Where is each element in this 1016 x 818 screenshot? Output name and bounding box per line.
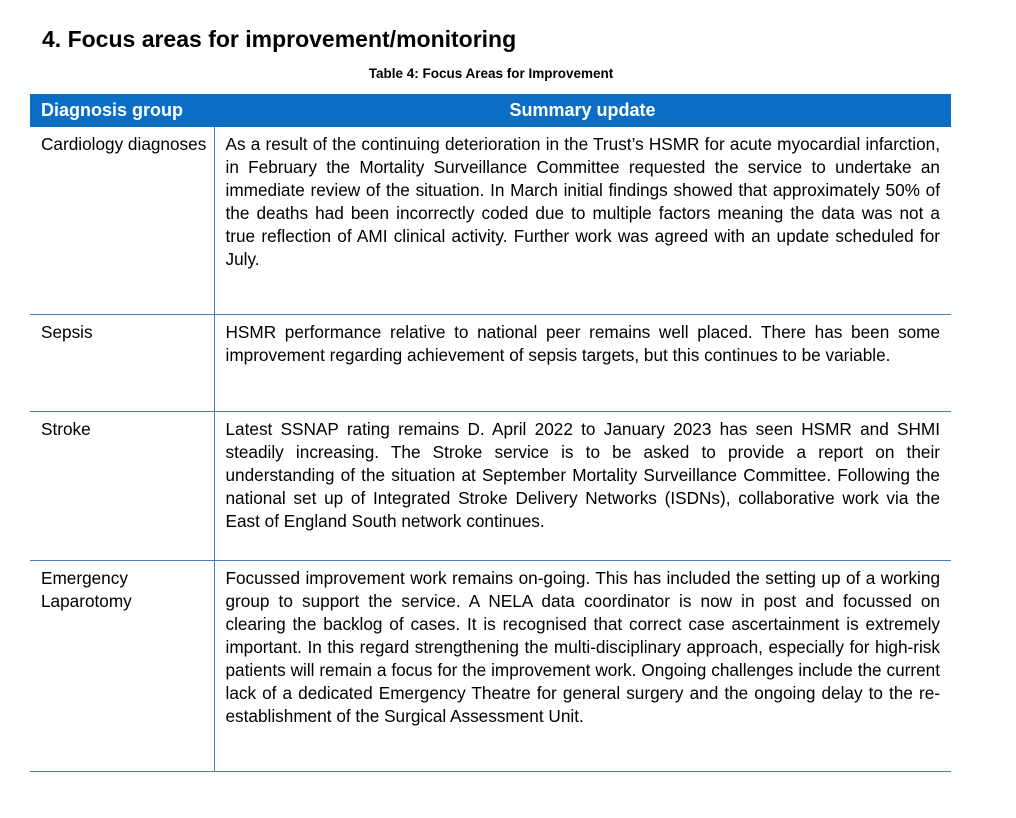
focus-areas-table xyxy=(30,94,951,772)
diagnosis-group-cell: Cardiology diagnoses xyxy=(30,127,214,314)
table-row xyxy=(30,560,951,771)
table-caption: Table 4: Focus Areas for Improvement xyxy=(368,66,614,81)
summary-update-cell: As a result of the continuing deterioration in the Trust’s HSMR for acute myocardial infarction, in February the Mortality Surveillance Committee requested the service to undertake an immediate review of the situation. In March initial findings showed that approximately 50% of the deaths had been incorrectly coded due to multiple factors meaning the data was not a true reflection of AMI clinical activity. Further work was agreed with an update scheduled for July. xyxy=(214,127,951,314)
table-row xyxy=(30,127,951,314)
section-heading: 4. Focus areas for improvement/monitoring xyxy=(42,26,517,52)
table-header-row xyxy=(30,94,951,127)
summary-update-cell: HSMR performance relative to national peer remains well placed. There has been some improvement regarding achievement of sepsis targets, but this continues to be variable. xyxy=(214,314,951,411)
diagnosis-group-cell: Stroke xyxy=(30,411,214,560)
diagnosis-group-cell: Sepsis xyxy=(30,314,214,411)
column-header-diagnosis-group: Diagnosis group xyxy=(30,94,214,127)
table-row xyxy=(30,314,951,411)
diagnosis-group-cell: Emergency Laparotomy xyxy=(30,560,214,771)
summary-update-cell: Focussed improvement work remains on-going. This has included the setting up of a working group to support the service. A NELA data coordinator is now in post and focussed on clearing the backlog of cases. It is recognised that correct case ascertainment is extremely important. In this regard strengthening the multi-disciplinary approach, especially for high-risk patients will remain a focus for the improvement work. Ongoing challenges include the current lack of a dedicated Emergency Theatre for general surgery and the ongoing delay to the re-establishment of the Surgical Assessment Unit. xyxy=(214,560,951,771)
table-row xyxy=(30,411,951,560)
column-header-summary-update: Summary update xyxy=(214,94,951,127)
summary-update-cell: Latest SSNAP rating remains D. April 2022 to January 2023 has seen HSMR and SHMI steadily increasing. The Stroke service is to be asked to provide a report on their understanding of the situation at September Mortality Surveillance Committee. Following the national set up of Integrated Stroke Delivery Networks (ISDNs), collaborative work via the East of England South network continues. xyxy=(214,411,951,560)
